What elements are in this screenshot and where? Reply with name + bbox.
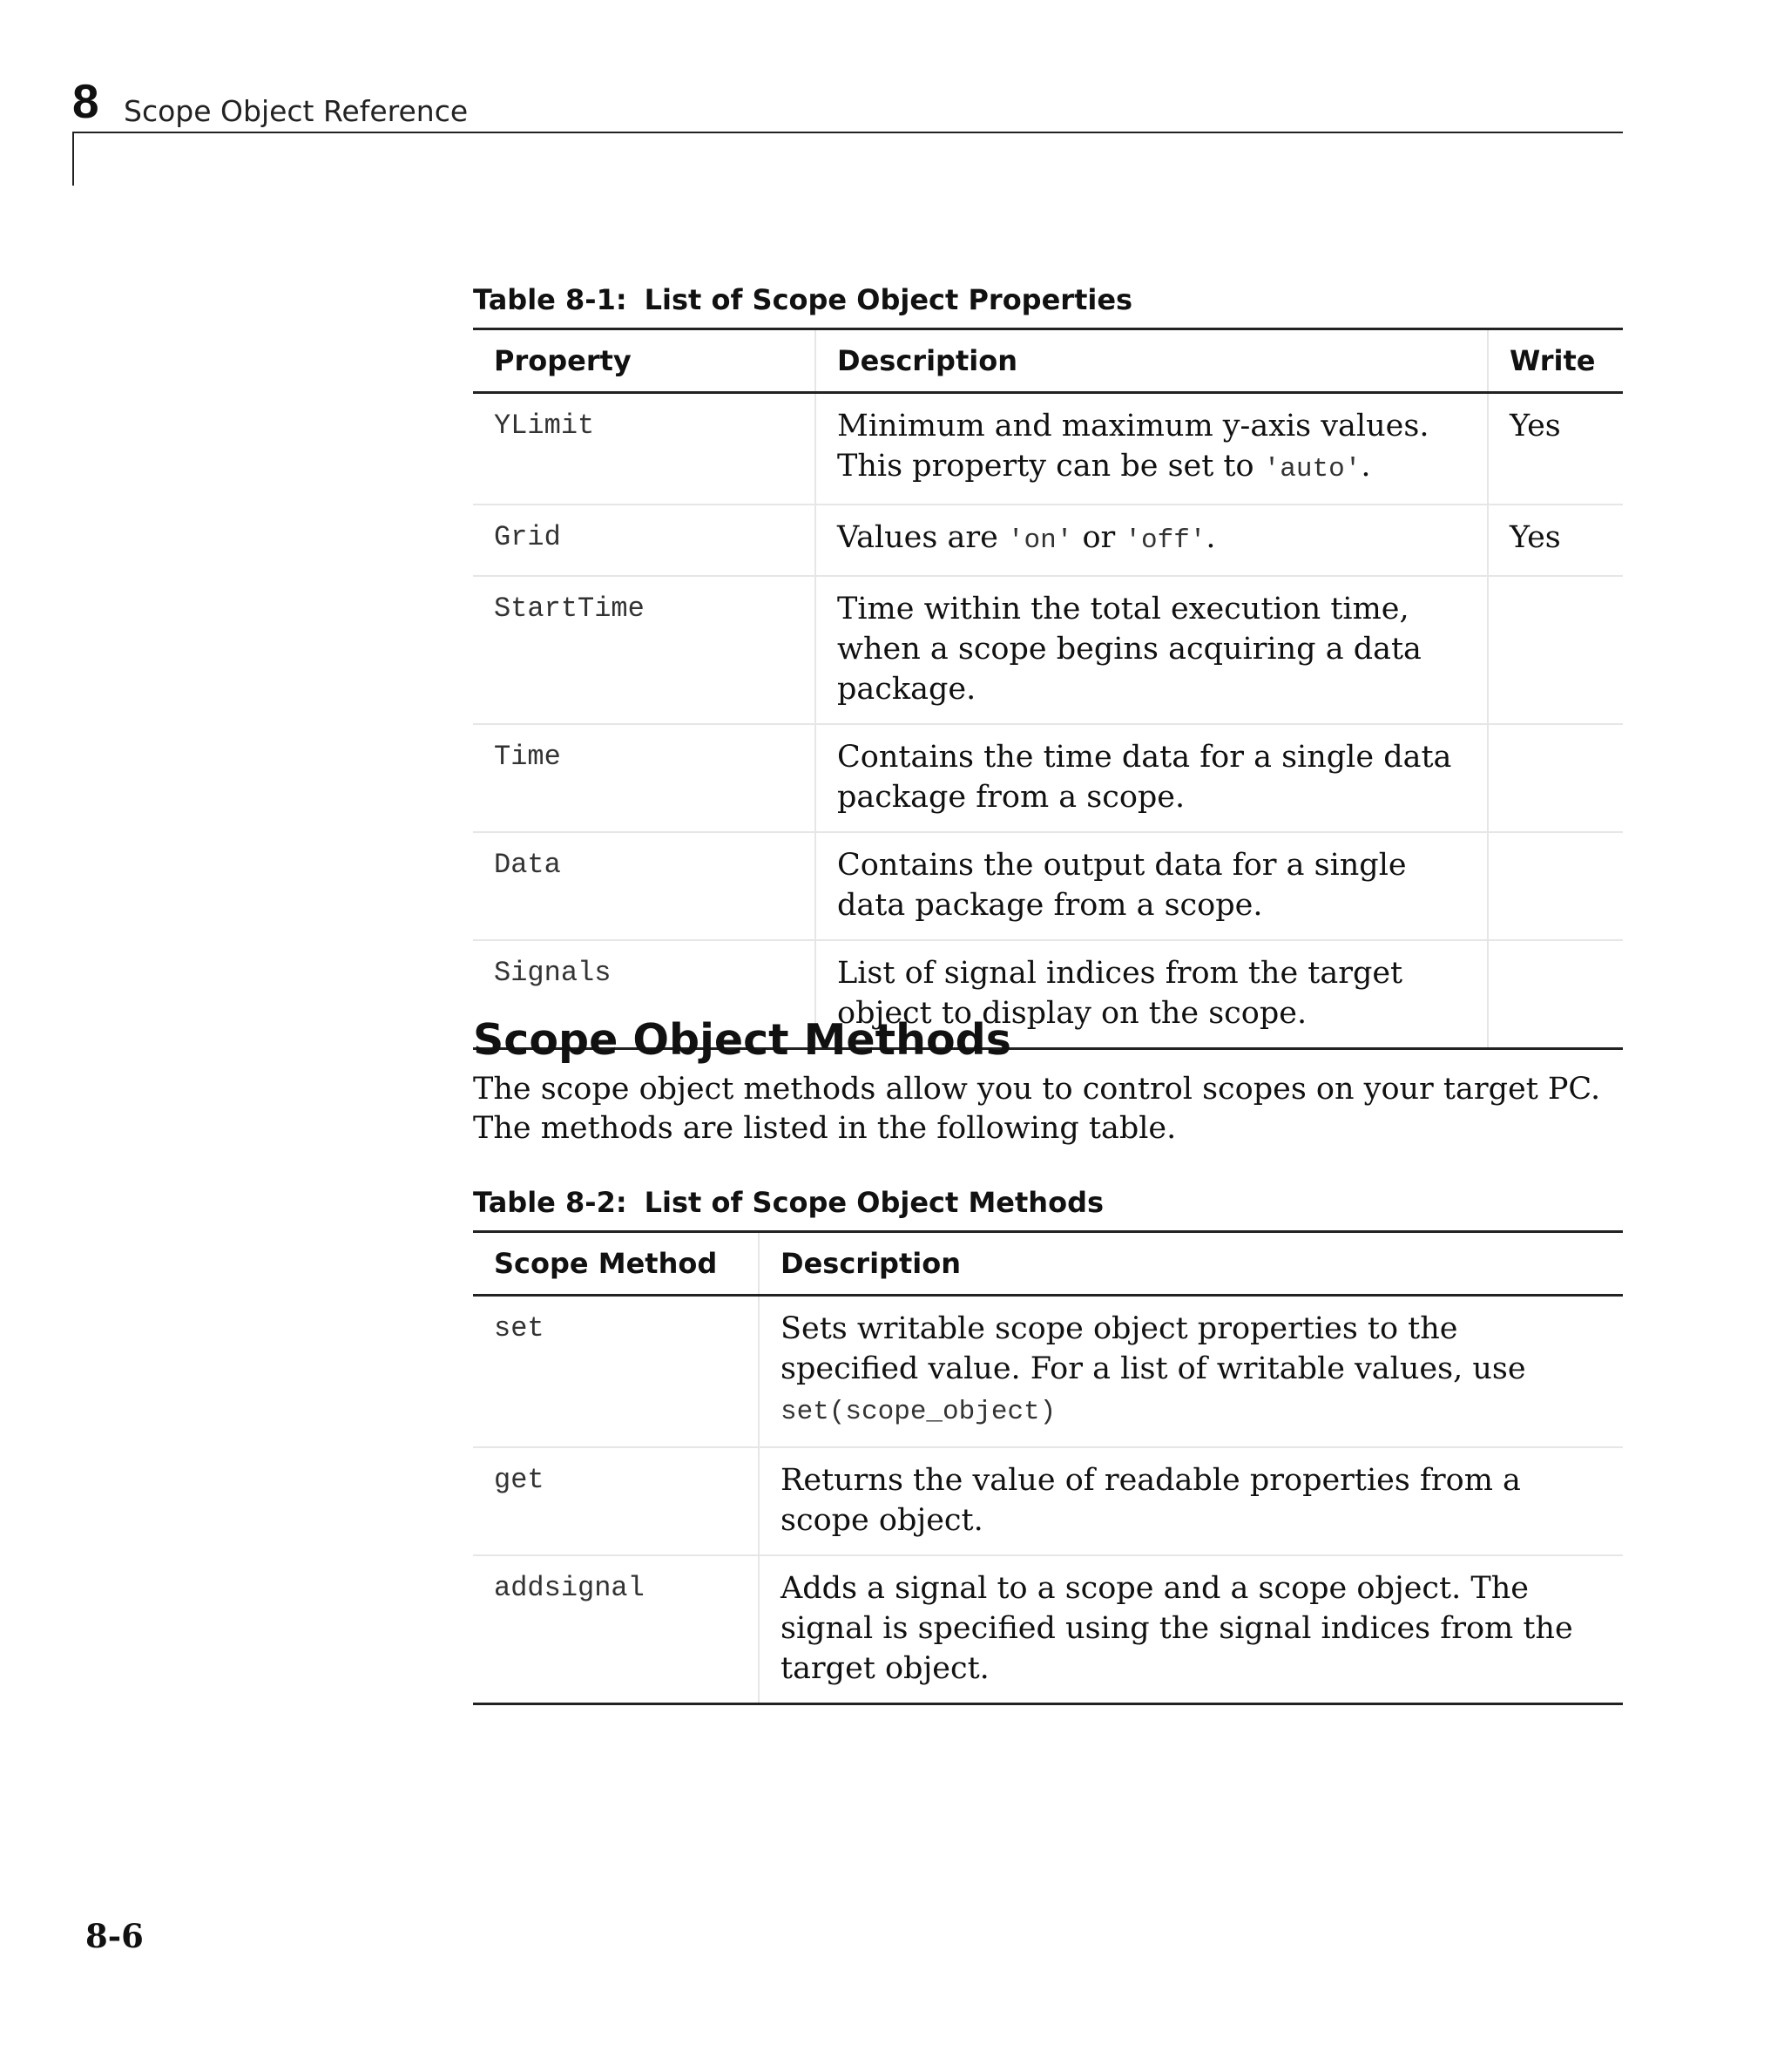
header-rule [72,132,1623,133]
table1-caption-text: List of Scope Object Properties [644,283,1133,316]
table-row [473,504,1623,576]
column-header-scope-method: Scope Method [473,1232,759,1296]
column-header-description: Description [759,1232,1623,1296]
code-literal: 'off' [1125,525,1206,556]
write-flag [1488,576,1623,724]
property-name: YLimit [473,393,815,505]
chapter-title: Scope Object Reference [124,94,469,128]
code-literal: 'on' [1007,525,1073,556]
write-flag [1488,724,1623,832]
table2-caption [473,1185,1104,1220]
column-header-property: Property [473,329,815,393]
properties-table [473,328,1623,1050]
methods-table [473,1230,1623,1705]
property-description: Contains the output data for a single data package from a scope. [815,832,1488,940]
description-text: . [1206,520,1216,555]
property-name: Time [473,724,815,832]
table-row [473,576,1623,724]
table-row [473,1555,1623,1704]
table-row [473,832,1623,940]
method-description [759,1296,1623,1448]
method-description: Adds a signal to a scope and a scope object. The signal is specified using the signal indices from the target object. [759,1555,1623,1704]
column-header-write: Write [1488,329,1623,393]
table-row [473,393,1623,505]
table2-caption-text: List of Scope Object Methods [644,1186,1105,1219]
method-description: Returns the value of readable properties from a scope object. [759,1447,1623,1555]
write-flag [1488,940,1623,1049]
property-name: Data [473,832,815,940]
method-name: get [473,1447,759,1555]
table-header-row [473,1232,1623,1296]
property-name: StartTime [473,576,815,724]
write-flag: Yes [1488,504,1623,576]
section-heading: Scope Object Methods [473,1015,1011,1065]
description-text: . [1361,449,1371,484]
section-intro-paragraph: The scope object methods allow you to control scopes on your target PC. The methods are listed in the following table. [473,1072,1601,1146]
code-literal: set(scope_object) [780,1397,1057,1427]
description-text: Sets writable scope object properties to the specified value. For a list of writable values, use [780,1311,1526,1386]
property-name: Signals [473,940,815,1049]
table2-caption-label: Table 8-2: [473,1186,627,1219]
description-text: Values are [837,520,1008,555]
table-row [473,1296,1623,1448]
description-text: or [1072,520,1125,555]
property-description [815,393,1488,505]
chapter-number: 8 [72,74,99,128]
property-description: List of signal indices from the target object to display on the scope. [815,940,1488,1049]
page-number: 8-6 [85,1917,144,1955]
description-text: Minimum and maximum y-axis values. This property can be set to [837,409,1429,484]
property-description [815,504,1488,576]
table-row [473,724,1623,832]
write-flag [1488,832,1623,940]
table1-caption-label: Table 8-1: [473,283,627,316]
method-name: addsignal [473,1555,759,1704]
table-row [473,1447,1623,1555]
property-description: Contains the time data for a single data package from a scope. [815,724,1488,832]
header-margin-rule [72,132,74,186]
table1-caption [473,282,1132,317]
code-literal: 'auto' [1263,454,1362,484]
property-name: Grid [473,504,815,576]
table-header-row [473,329,1623,393]
method-name: set [473,1296,759,1448]
column-header-description: Description [815,329,1488,393]
property-description: Time within the total execution time, when a scope begins acquiring a data package. [815,576,1488,724]
write-flag: Yes [1488,393,1623,505]
